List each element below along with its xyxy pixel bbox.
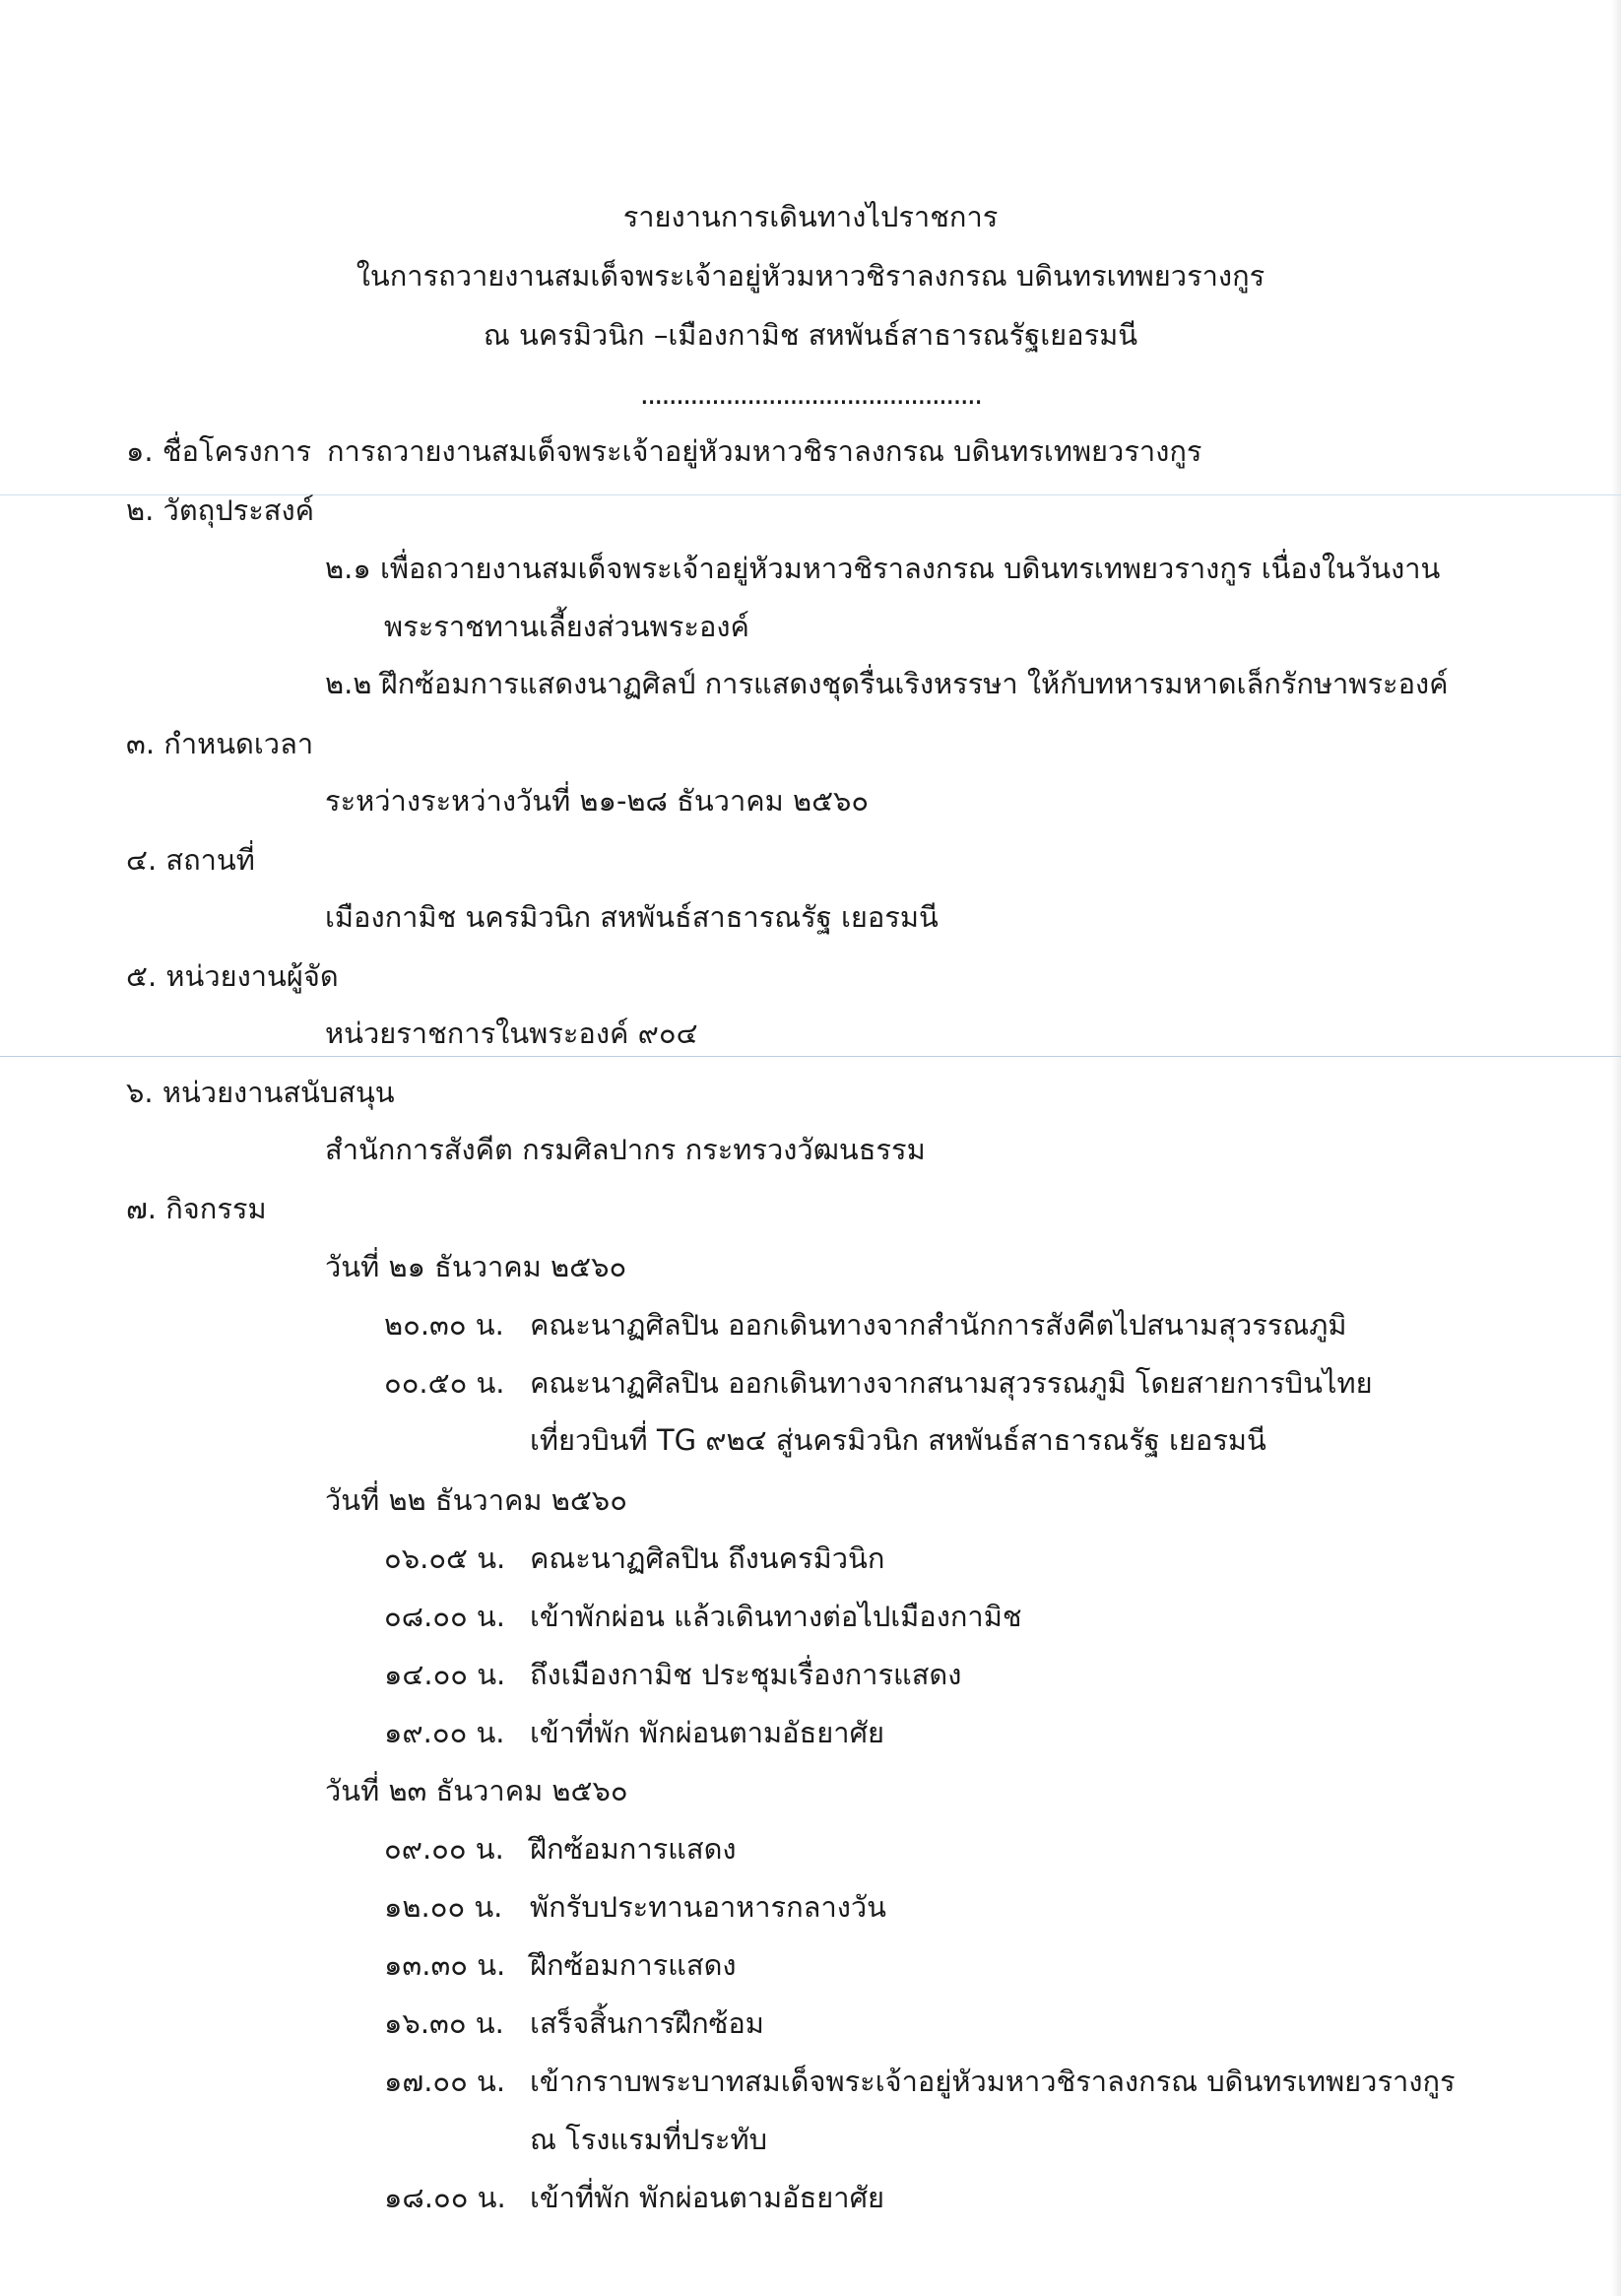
entry-time: ๐๐.๕๐ น. xyxy=(384,1366,505,1400)
schedule-entry xyxy=(384,2180,884,2215)
schedule-entry xyxy=(384,1307,1347,1343)
section-4-heading: ๔. สถานที่ xyxy=(126,843,255,877)
entry-text: คณะนาฏศิลปิน ออกเดินทางจากสนามสุวรรณภูมิ โดยสายการบินไทย xyxy=(530,1366,1373,1400)
schedule-entry xyxy=(384,1599,1022,1634)
entry-text: คณะนาฏศิลปิน ถึงนครมิวนิก xyxy=(530,1542,885,1575)
header-divider: ................................................ xyxy=(639,377,982,411)
entry-text-continued: เที่ยวบินที่ TG ๙๒๔ สู่นครมิวนิก สหพันธ์สาธารณรัฐ เยอรมนี xyxy=(530,1423,1266,1457)
entry-time: ๐๖.๐๕ น. xyxy=(384,1542,506,1575)
schedule-entry xyxy=(384,1541,884,1576)
section-5-heading: ๕. หน่วยงานผู้จัด xyxy=(126,959,339,993)
entry-time: ๑๗.๐๐ น. xyxy=(384,2065,506,2098)
section-4-value: เมืองกามิช นครมิวนิก สหพันธ์สาธารณรัฐ เยอรมนี xyxy=(325,900,939,934)
entry-text: พักรับประทานอาหารกลางวัน xyxy=(530,1890,887,1924)
section-2-heading: ๒. วัตถุประสงค์ xyxy=(126,493,315,527)
day-2-date: วันที่ ๒๒ ธันวาคม ๒๕๖๐ xyxy=(325,1483,627,1517)
schedule-entry xyxy=(384,1715,884,1750)
entry-time: ๐๘.๐๐ น. xyxy=(384,1600,505,1633)
section-6-value: สำนักการสังคีต กรมศิลปากร กระทรวงวัฒนธรรม xyxy=(325,1133,926,1166)
entry-text: ฝึกซ้อมการแสดง xyxy=(530,1832,737,1866)
day-1-date: วันที่ ๒๑ ธันวาคม ๒๕๖๐ xyxy=(325,1250,627,1283)
document-title: รายงานการเดินทางไปราชการ xyxy=(622,200,999,233)
schedule-entry xyxy=(384,2005,764,2041)
entry-time: ๒๐.๓๐ น. xyxy=(384,1308,504,1342)
entry-time: ๑๘.๐๐ น. xyxy=(384,2181,506,2214)
schedule-entry xyxy=(384,1657,961,1692)
entry-text: เข้าที่พัก พักผ่อนตามอัธยาศัย xyxy=(530,1716,884,1749)
entry-time: ๑๔.๐๐ น. xyxy=(384,1658,506,1691)
section-6-heading: ๖. หน่วยงานสนับสนุน xyxy=(126,1076,395,1109)
section-7-heading: ๗. กิจกรรม xyxy=(126,1192,267,1225)
entry-time: ๐๙.๐๐ น. xyxy=(384,1832,504,1866)
entry-time: ๑๓.๓๐ น. xyxy=(384,1948,506,1982)
day-3-date: วันที่ ๒๓ ธันวาคม ๒๕๖๐ xyxy=(325,1774,628,1807)
entry-text: เข้าพักผ่อน แล้วเดินทางต่อไปเมืองกามิช xyxy=(530,1600,1022,1633)
schedule-entry xyxy=(384,1947,737,1983)
section-2-item-2: ๒.๒ ฝึกซ้อมการแสดงนาฏศิลป์ การแสดงชุดรื่นเริงหรรษา ให้กับทหารมหาดเล็กรักษาพระองค์ xyxy=(325,667,1449,700)
entry-text: ฝึกซ้อมการแสดง xyxy=(530,1948,737,1982)
section-1-value: การถวายงานสมเด็จพระเจ้าอยู่หัวมหาวชิราลงกรณ บดินทรเทพยวรางกูร xyxy=(327,434,1202,468)
schedule-entry xyxy=(384,1831,737,1867)
entry-time: ๑๙.๐๐ น. xyxy=(384,1716,505,1749)
entry-text: คณะนาฏศิลปิน ออกเดินทางจากสำนักการสังคีตไปสนามสุวรรณภูมิ xyxy=(530,1308,1347,1342)
schedule-entry xyxy=(384,1365,1373,1401)
document-subtitle: ในการถวายงานสมเด็จพระเจ้าอยู่หัวมหาวชิราลงกรณ บดินทรเทพยวรางกูร xyxy=(356,259,1265,293)
entry-text-continued: ณ โรงแรมที่ประทับ xyxy=(530,2123,768,2156)
entry-text: เข้ากราบพระบาทสมเด็จพระเจ้าอยู่หัวมหาวชิราลงกรณ บดินทรเทพยวรางกูร xyxy=(530,2065,1456,2098)
schedule-entry xyxy=(384,2064,1456,2099)
scan-guide-line xyxy=(0,1056,1621,1057)
section-2-item-1-continued: พระราชทานเลี้ยงส่วนพระองค์ xyxy=(384,610,749,643)
section-3-heading: ๓. กำหนดเวลา xyxy=(126,727,314,760)
section-5-value: หน่วยราชการในพระองค์ ๙๐๔ xyxy=(325,1017,698,1050)
entry-text: เสร็จสิ้นการฝึกซ้อม xyxy=(530,2006,764,2040)
section-1-heading: ๑. ชื่อโครงการ xyxy=(126,434,312,468)
entry-text: ถึงเมืองกามิช ประชุมเรื่องการแสดง xyxy=(530,1658,962,1691)
section-3-value: ระหว่างระหว่างวันที่ ๒๑-๒๘ ธันวาคม ๒๕๖๐ xyxy=(325,784,870,818)
section-2-item-1: ๒.๑ เพื่อถวายงานสมเด็จพระเจ้าอยู่หัวมหาวชิราลงกรณ บดินทรเทพยวรางกูร เนื่องในวันงาน xyxy=(325,552,1441,585)
document-location: ณ นครมิวนิก –เมืองกามิช สหพันธ์สาธารณรัฐเยอรมนี xyxy=(483,318,1138,352)
schedule-entry xyxy=(384,1889,886,1925)
entry-time: ๑๖.๓๐ น. xyxy=(384,2006,504,2040)
entry-text: เข้าที่พัก พักผ่อนตามอัธยาศัย xyxy=(530,2181,884,2214)
entry-time: ๑๒.๐๐ น. xyxy=(384,1890,503,1924)
